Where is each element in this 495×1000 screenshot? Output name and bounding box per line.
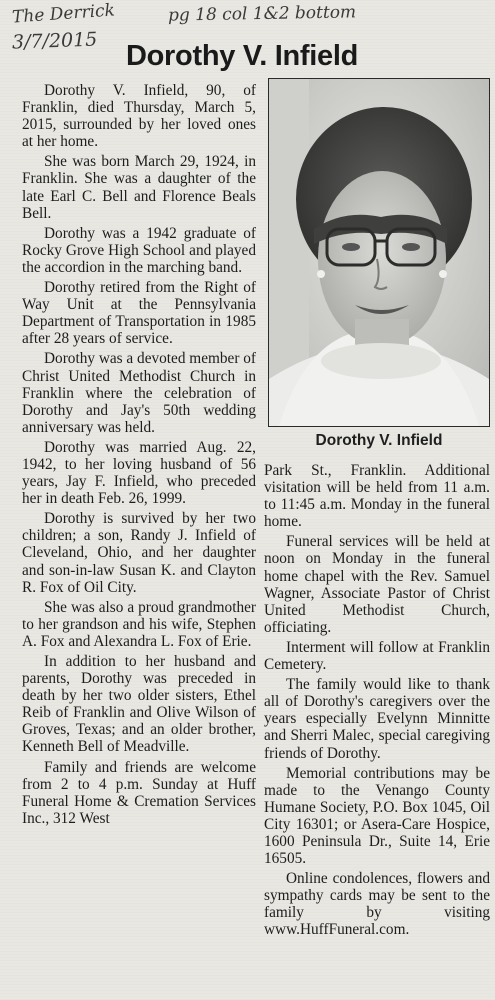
- right-text-column: [264, 462, 490, 942]
- obituary-headline: Dorothy V. Infield: [126, 40, 358, 72]
- paragraph: Dorothy was a devoted member of Christ United Methodist Church in Franklin where the celebration of Dorothy and Jay's 50th wedding anniversary was held.: [22, 350, 256, 436]
- paragraph: She was born March 29, 1924, in Franklin. She was a daughter of the late Earl C. Bell and Florence Beals Bell.: [22, 153, 256, 222]
- photo-caption: Dorothy V. Infield: [315, 432, 443, 449]
- paragraph: Interment will follow at Franklin Cemetery.: [264, 638, 490, 674]
- paragraph: Dorothy was married Aug. 22, 1942, to her loving husband of 56 years, Jay F. Infield, who preceded her in death Feb. 26, 1999.: [22, 438, 256, 508]
- paragraph: Dorothy retired from the Right of Way Unit at the Pennsylvania Department of Transportation in 1985 after 28 years of service.: [22, 279, 256, 348]
- paragraph: In addition to her husband and parents, Dorothy was preceded in death by her two older sisters, Ethel Reib of Franklin and Olive Wilson of Groves, Texas; and an older brother, Kenneth Bell of Meadville.: [22, 653, 256, 756]
- paragraph: Dorothy was a 1942 graduate of Rocky Grove High School and played the accordion in the marching band.: [22, 224, 256, 276]
- paragraph: Dorothy V. Infield, 90, of Franklin, died Thursday, March 5, 2015, surrounded by her loved ones at her home.: [22, 82, 256, 151]
- paragraph: Dorothy is survived by her two children; a son, Randy J. Infield of Cleveland, Ohio, and her daughter and son-in-law Susan K. and Clayton R. Fox of Oil City.: [22, 510, 256, 596]
- paragraph: Memorial contributions may be made to the Venango County Humane Society, P.O. Box 1045, Oil City 16301; or Asera-Care Hospice, 1600 Peninsula Dr., Suite 14, Erie 16505.: [264, 764, 490, 868]
- handwritten-publication: The Derrick: [11, 0, 116, 28]
- paragraph: Park St., Franklin. Additional visitation will be held from 11 a.m. to 11:45 a.m. Monday in the funeral home.: [264, 462, 490, 531]
- portrait-illustration: [269, 79, 489, 426]
- paragraph: Funeral services will be held at noon on Monday in the funeral home chapel with the Rev. Samuel Wagner, Associate Pastor of Christ United Methodist Church, officiating.: [264, 533, 490, 636]
- left-text-column: [22, 82, 256, 830]
- handwritten-page-reference: pg 18 col 1&2 bottom: [167, 2, 357, 26]
- paragraph: She was also a proud grandmother to her grandson and his wife, Stephen A. Fox and Alexandra L. Fox of Erie.: [22, 598, 256, 650]
- portrait-photo: [268, 78, 490, 427]
- paragraph: Family and friends are welcome from 2 to 4 p.m. Sunday at Huff Funeral Home & Cremation Services Inc., 312 West: [22, 758, 256, 827]
- paragraph: Online condolences, flowers and sympathy cards may be sent to the family by visiting www.HuffFuneral.com.: [264, 870, 490, 939]
- paragraph: The family would like to thank all of Dorothy's caregivers over the years especially Evelynn Minnitte and Sherri Malec, special caregiving friends of Dorothy.: [264, 676, 490, 762]
- handwritten-date: 3/7/2015: [11, 28, 98, 54]
